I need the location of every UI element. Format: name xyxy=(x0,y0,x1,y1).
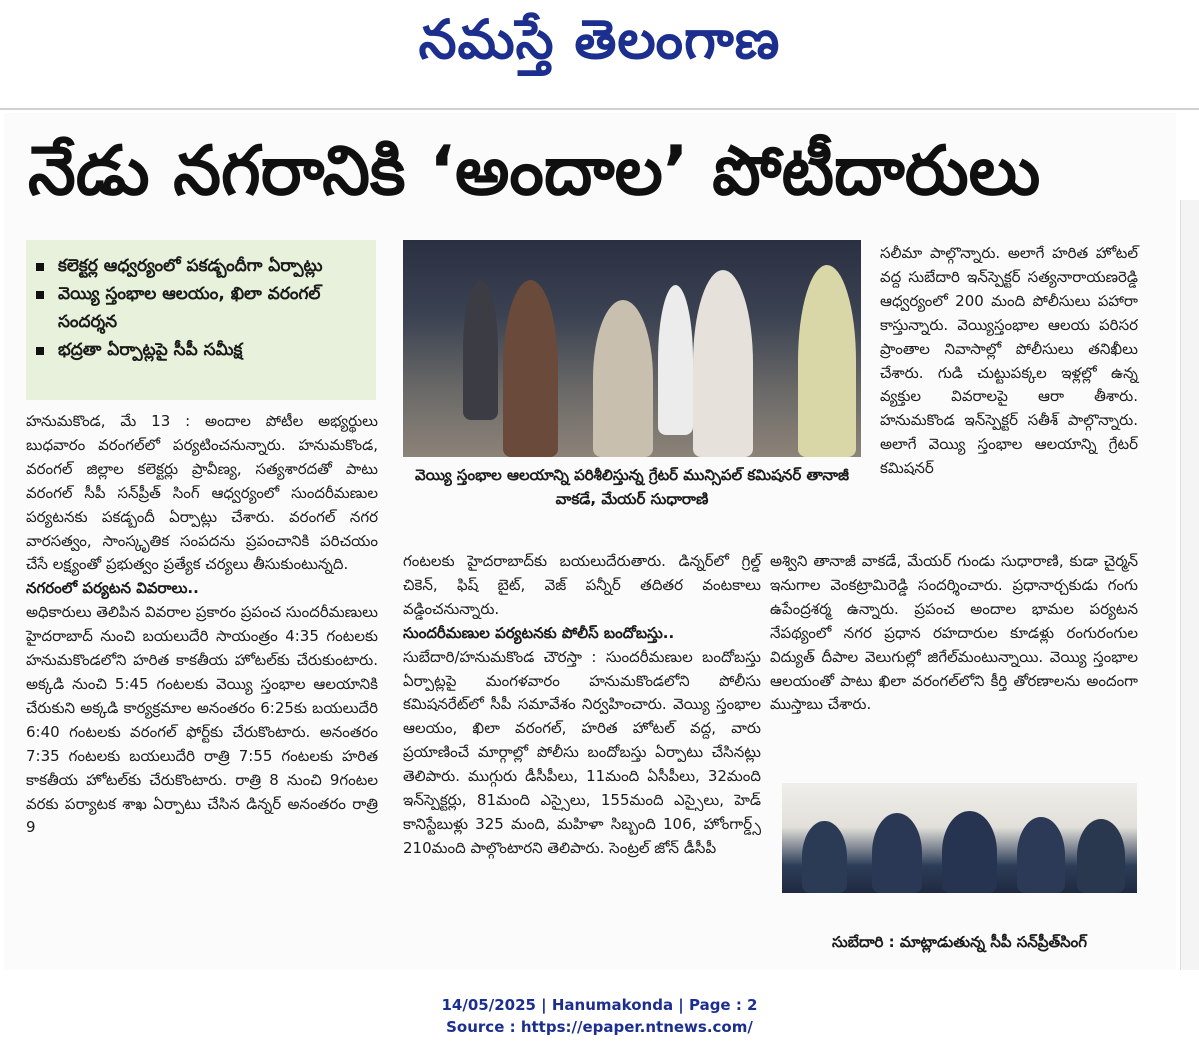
paragraph: అశ్విని తానాజీ వాకడే, మేయర్ గుండు సుధారాణి, కుడా చైర్మన్ ఇనుగాల వెంకట్రామిరెడ్డి సందర్శించారు. ప్రధానార్చకుడు గంగు ఉపేంద్రశర్మ ఉన్నారు. ప్రపంచ అందాల భామల పర్యటన నేపథ్యంలో నగర ప్రధాన రహదారుల కూడళ్లు రంగురంగుల విద్యుత్ దీపాల వెలుగుల్లో జిగేల్‌మంటున్నాయి. వెయ్యి స్తంభాల ఆలయంతో పాటు ఖిలా వరంగల్‌లోని కీర్తి తోరణాలను అందంగా ముస్తాబు చేశారు. xyxy=(770,552,1138,714)
headline: నేడు నగరానికి ‘అందాల’ పోటీదారులు xyxy=(28,132,1041,211)
square-bullet-icon xyxy=(36,291,44,299)
footer-source: Source : https://epaper.ntnews.com/ xyxy=(446,1018,753,1036)
square-bullet-icon xyxy=(36,347,44,355)
subheading: సుందరీమణుల పర్యటనకు పోలీస్ బందోబస్తు.. xyxy=(403,623,675,642)
photo-figure xyxy=(693,270,753,457)
highlight-item: కలెక్టర్ల ఆధ్వర్యంలో పకడ్బందీగా ఏర్పాట్లు xyxy=(36,252,368,280)
adjacent-column-strip xyxy=(1180,200,1199,970)
column-d xyxy=(770,550,1138,717)
masthead-divider xyxy=(0,108,1199,110)
photo-figure xyxy=(798,265,856,457)
paragraph: అధికారులు తెలిపిన వివరాల ప్రకారం ప్రపంచ సుందరీమణులు హైదరాబాద్ నుంచి బయలుదేరి సాయంత్రం 4:35 గంటలకు హనుమకొండలోని హరిత కాకతీయ హోటల్‌కు చేరుకుంటారు. అక్కడి నుంచి 5:45 గంటలకు వెయ్యి స్తంభాల ఆలయానికి చేరుకుని అక్కడి కార్యక్రమాల అనంతరం 6:25కు బయలుదేరి 6:40 గంటలకు వరంగల్ ఫోర్ట్‌కు చేరుకొంటారు. అనంతరం 7:35 గంటలకు బయలుదేరి రాత్రి 7:55 గంటలకు హరిత కాకతీయ హోటల్‌కు చేరుకొంటారు. రాత్రి 8 నుంచి 9గంటల వరకు పర్యాటక శాఖ ఏర్పాటు చేసిన డిన్నర్ అనంతరం రాత్రి 9 xyxy=(26,603,378,837)
paragraph: సుబేదారి/హనుమకొండ చౌరస్తా : సుందరీమణుల బందోబస్తు ఏర్పాట్లపై మంగళవారం హనుమకొండలోని పోలీసు కమిషనరేట్‌లో సీపీ సమావేశం నిర్వహించారు. వెయ్యి స్తంభాల ఆలయం, ఖిలా వరంగల్, హరిత హోటల్ వద్ద, వారు ప్రయాణించే మార్గాల్లో పోలీసు బందోబస్తు ఏర్పాటు చేసినట్లు తెలిపారు. ముగ్గురు డీసీపీలు, 11మంది ఏసీపీలు, 32మంది ఇన్‌స్పెక్టర్లు, 81మంది ఎస్సైలు, 155మంది ఎస్సైలు, హెడ్ కానిస్టేబుళ్లు 325 మంది, మహిళా సిబ్బంది 106, హోంగార్డ్స్ 210మంది పాల్గొంటారని తెలిపారు. సెంట్రల్ జోన్ డీసీపీ xyxy=(403,647,761,857)
masthead xyxy=(0,0,1199,100)
photo1-caption: వెయ్యి స్తంభాల ఆలయాన్ని పరిశీలిస్తున్న గ్రేటర్ మున్సిపల్ కమిషనర్ తానాజీ వాకడే, మేయర్ సుధారాణి xyxy=(415,466,849,508)
column-a xyxy=(26,410,378,840)
highlight-item: వెయ్యి స్తంభాల ఆలయం, ఖిలా వరంగల్ సందర్శన xyxy=(36,280,368,336)
paragraph: సలీమా పాల్గొన్నారు. అలాగే హరిత హోటల్ వద్ద సుబేదారి ఇన్‌స్పెక్టర్ సత్యనారాయణరెడ్డి ఆధ్వర్యంలో 200 మంది పోలీసులు పహారా కాస్తున్నారు. వెయ్యిస్తంభాల ఆలయ పరిసర ప్రాంతాల నివాసాల్లో పోలీసులు తనిఖీలు చేశారు. గుడి చుట్టుపక్కల ఇళ్లల్లో ఉన్న వ్యక్తుల వివరాలపై ఆరా తీశారు. హనుమకొండ ఇన్‌స్పెక్టర్ సతీశ్ పాల్గొన్నారు. అలాగే వెయ్యి స్తంభాల ఆలయాన్ని గ్రేటర్ కమిషనర్ xyxy=(880,244,1138,478)
photo-figure xyxy=(593,300,653,457)
police-meeting-photo xyxy=(782,783,1137,893)
paragraph: గంటలకు హైదరాబాద్‌కు బయలుదేరుతారు. డిన్నర్‌లో గ్రిల్డ్ చికెన్, ఫిష్ బైట్, వెజ్ పన్నీర్ తదితర వంటకాలు వడ్డించనున్నారు. xyxy=(403,552,761,618)
column-c xyxy=(880,242,1138,481)
photo-figure xyxy=(658,285,693,435)
highlight-item: భద్రతా ఏర్పాట్లపై సీపీ సమీక్ష xyxy=(36,336,368,364)
subheading: నగరంలో పర్యటన వివరాలు.. xyxy=(26,579,199,598)
photo-figure xyxy=(872,813,922,893)
photo-figure xyxy=(503,280,558,457)
photo2-caption: సుబేదారి : మాట్లాడుతున్న సీపీ సన్‌ప్రీత్‌సింగ్ xyxy=(831,933,1088,951)
highlights-box xyxy=(26,240,376,400)
paragraph: హనుమకొండ, మే 13 : అందాల పోటీల అభ్యర్థులు బుధవారం వరంగల్‌లో పర్యటించనున్నారు. హనుమకొండ, వరంగల్ జిల్లాల కలెక్టర్లు ప్రావీణ్య, సత్యశారదతో పాటు వరంగల్ సీపీ సన్‌ప్రీత్ సింగ్ ఆధ్వర్యంలో సుందరీమణుల పర్యటనకు పకడ్బందీ ఏర్పాట్లు చేశారు. వరంగల్ నగర వారసత్వం, సాంస్కృతిక సంపదను ప్రపంచానికి పరిచయం చేసే లక్ష్యంతో ప్రభుత్వం ప్రత్యేక చర్యలు తీసుకుంటున్నది. xyxy=(26,412,378,574)
footer-date-page: 14/05/2025 | Hanumakonda | Page : 2 xyxy=(441,996,758,1014)
photo-figure xyxy=(942,811,997,893)
photo-figure xyxy=(463,280,498,420)
photo-figure xyxy=(802,821,847,893)
square-bullet-icon xyxy=(36,263,44,271)
column-b xyxy=(403,550,761,861)
photo-figure xyxy=(1017,817,1065,893)
footer xyxy=(0,994,1199,1038)
newspaper-logo: నమస్తే తెలంగాణ xyxy=(418,8,781,71)
photo-figure xyxy=(1077,819,1125,893)
temple-visit-photo xyxy=(403,240,861,457)
